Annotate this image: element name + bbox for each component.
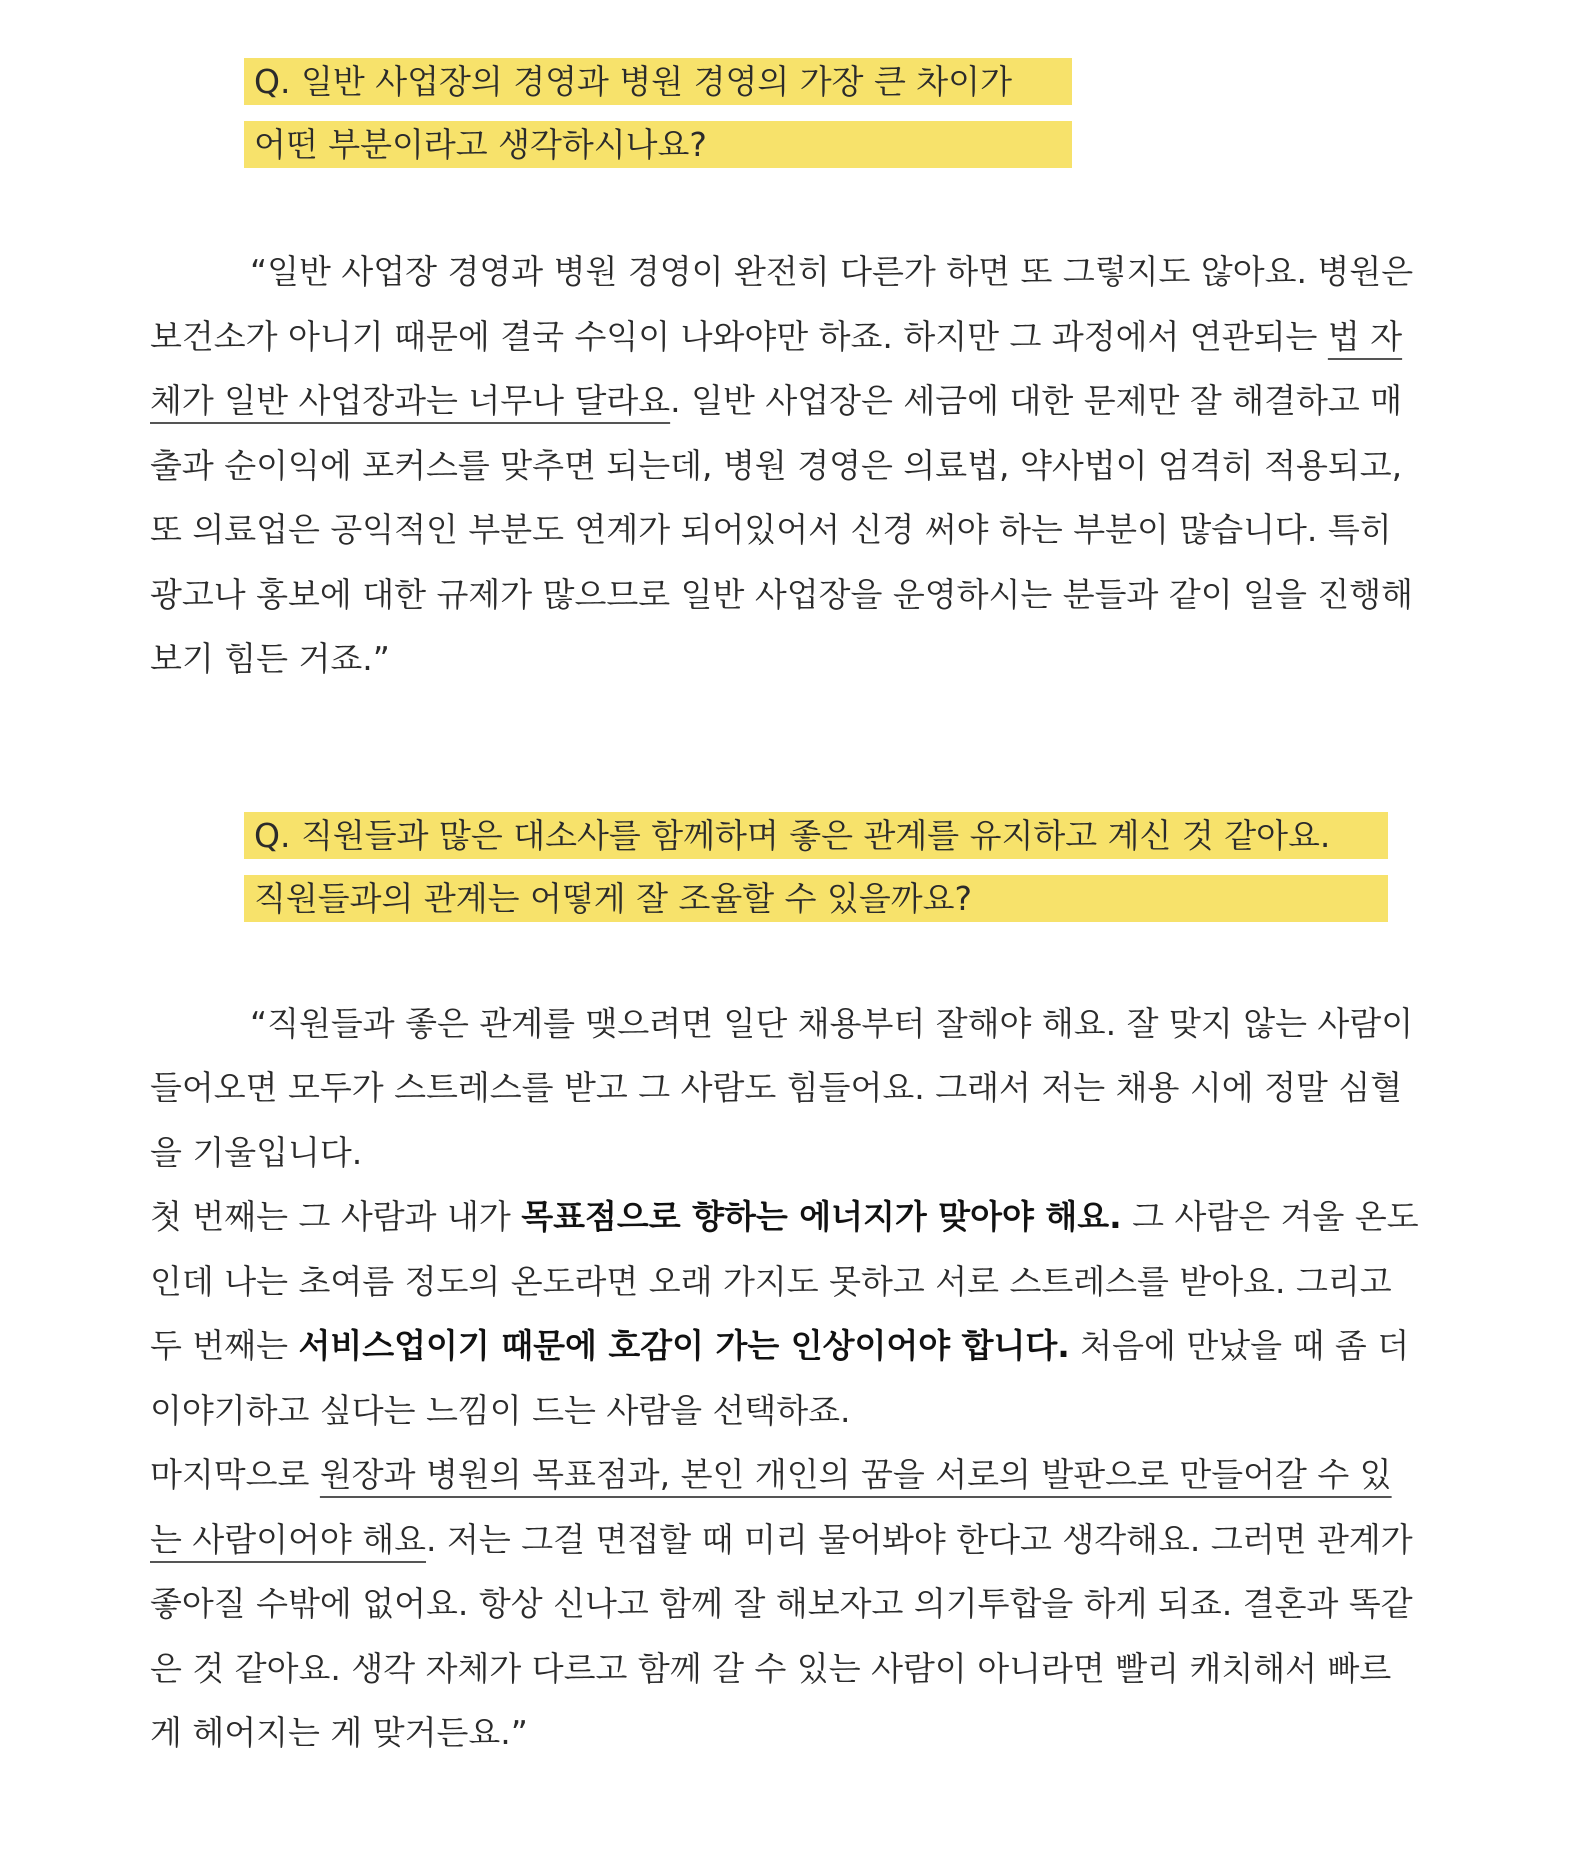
question-1-line-1: Q. 일반 사업장의 경영과 병원 경영의 가장 큰 차이가 [244, 58, 1072, 105]
answer-1-text-b: . 일반 사업장은 세금에 대한 문제만 잘 해결하고 매출과 순이익에 포커스를 맞추면 되는데, 병원 경영은 의료법, 약사법이 엄격히 적용되고, 또 의료업은 공익적인 부분도 연계가 되어있어서 신경 써야 하는 부분이 많습니다. 특히 광고나 홍보에 대한 규제가 많으므로 일반 사업장을 운영하시는 분들과 같이 일을 진행해보기 힘든 거죠.” [150, 381, 1413, 678]
answer-2 [150, 992, 1420, 1766]
answer-2-bold-text-2: 서비스업이기 때문에 호감이 가는 인상이어야 합니다. [298, 1326, 1070, 1365]
answer-2-p2-text-a: 첫 번째는 그 사람과 내가 [150, 1197, 522, 1236]
answer-2-p3-text-a: 마지막으로 [150, 1455, 320, 1494]
question-2-line-2: 직원들과의 관계는 어떻게 잘 조율할 수 있을까요? [244, 875, 1388, 922]
answer-1-underlined-text: 법 자체가 일반 사업장과는 너무나 달라요 [150, 316, 1403, 420]
answer-2-paragraph-2 [150, 1185, 1420, 1443]
answer-1-text-a: “일반 사업장 경영과 병원 경영이 완전히 다른가 하면 또 그렇지도 않아요. 병원은 보건소가 아니기 때문에 결국 수익이 나와야만 하죠. 하지만 그 과정에서 연관되는 [150, 252, 1414, 356]
answer-2-paragraph-1: “직원들과 좋은 관계를 맺으려면 일단 채용부터 잘해야 해요. 잘 맞지 않는 사람이 들어오면 모두가 스트레스를 받고 그 사람도 힘들어요. 그래서 저는 채용 시에 정말 심혈을 기울입니다. [150, 1003, 1414, 1172]
answer-1 [150, 240, 1420, 692]
answer-2-p3-text-b: . 저는 그걸 면접할 때 미리 물어봐야 한다고 생각해요. 그러면 관계가 좋아질 수밖에 없어요. 항상 신나고 함께 잘 해보자고 의기투합을 하게 되죠. 결혼과 똑같은 것 같아요. 생각 자체가 다르고 함께 갈 수 있는 사람이 아니라면 빨리 캐치해서 빠르게 헤어지는 게 맞거든요.” [150, 1519, 1413, 1752]
answer-2-p2-text-b: 그 사람은 겨울 온도인데 나는 초여름 정도의 온도라면 오래 가지도 못하고 서로 스트레스를 받아요. 그리고 두 번째는 [150, 1197, 1419, 1365]
question-1-line-2: 어떤 부분이라고 생각하시나요? [244, 121, 1072, 168]
answer-2-underlined-text: 원장과 병원의 목표점과, 본인 개인의 꿈을 서로의 발판으로 만들어갈 수 있는 사람이어야 해요 [150, 1455, 1392, 1559]
answer-2-paragraph-3 [150, 1443, 1420, 1766]
answer-2-p2-text-c: 처음에 만났을 때 좀 더 이야기하고 싶다는 느낌이 드는 사람을 선택하죠. [150, 1326, 1410, 1430]
question-1 [244, 58, 1420, 168]
answer-1-paragraph [150, 240, 1420, 692]
answer-2-bold-text-1: 목표점으로 향하는 에너지가 맞아야 해요. [521, 1197, 1122, 1236]
question-2 [244, 812, 1420, 922]
question-2-line-1: Q. 직원들과 많은 대소사를 함께하며 좋은 관계를 유지하고 계신 것 같아요. [244, 812, 1388, 859]
article-body [150, 58, 1420, 1766]
